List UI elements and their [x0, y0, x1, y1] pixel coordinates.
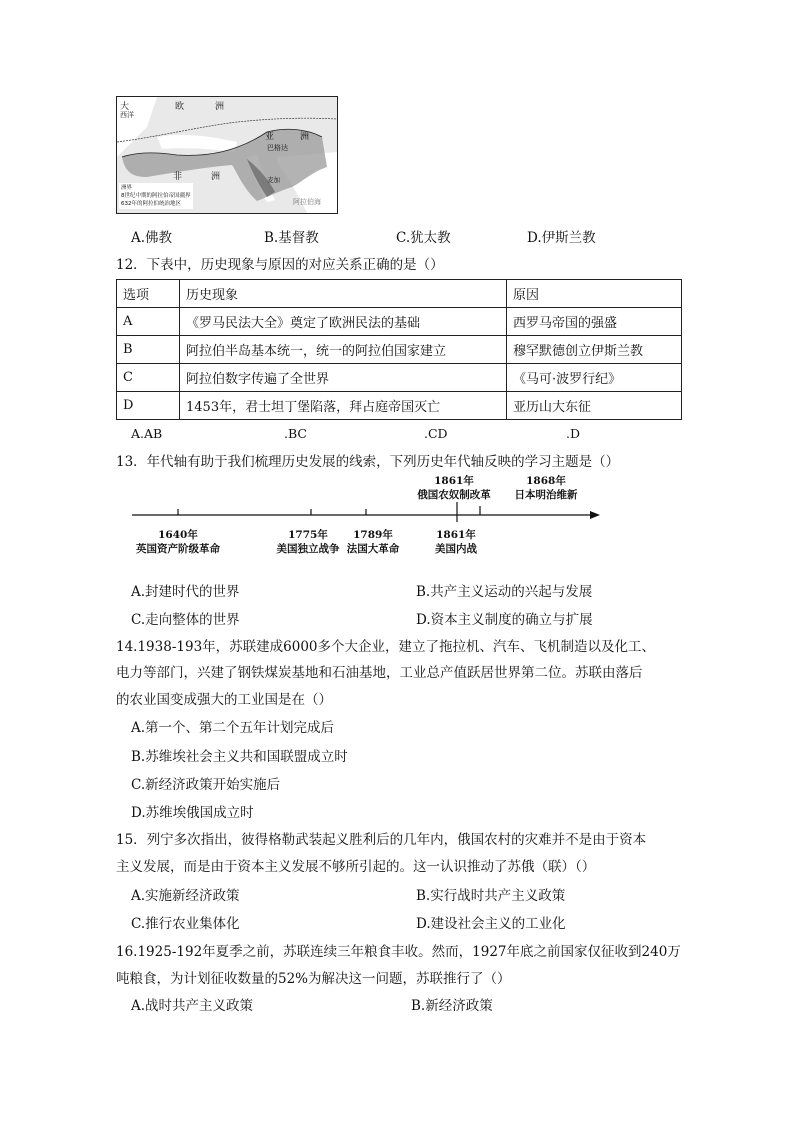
q15-option-c[interactable]: C.推行农业集体化: [131, 916, 240, 932]
q16-option-a[interactable]: A.战时共产主义政策: [131, 998, 254, 1014]
q12-stem: 12．下表中，历史现象与原因的对应关系正确的是（）: [116, 257, 444, 273]
q16-option-b[interactable]: B.新经济政策: [411, 998, 493, 1014]
table-header-cell: 历史现象: [180, 280, 507, 308]
timeline-event: [406, 474, 502, 502]
q13-option-c[interactable]: C.走向整体的世界: [131, 612, 240, 628]
map-label: 洲: [211, 172, 221, 182]
q13-option-b[interactable]: B.共产主义运动的兴起与发展: [416, 584, 593, 600]
map-label: 洲: [300, 132, 310, 142]
q12-option-c[interactable]: .CD: [424, 426, 448, 441]
q15-stem-line: 主义发展，而是由于资本主义发展不够所引起的。这一认识推动了苏俄（联）（）: [116, 859, 596, 875]
q12-table: [116, 279, 682, 420]
table-cell: A: [117, 308, 180, 336]
table-header-cell: 原因: [507, 280, 682, 308]
timeline-event: [130, 528, 226, 556]
q16-stem-line: 16.1925-192年夏季之前，苏联连续三年粮食丰收。然而，1927年底之前国家仅征收到240万: [116, 944, 681, 960]
timeline-year: 1861年: [436, 529, 476, 541]
table-cell: 阿拉伯半岛基本统一，统一的阿拉伯国家建立: [180, 336, 507, 364]
map-legend: [119, 183, 193, 209]
table-header-row: [117, 280, 682, 308]
table-cell: 《罗马民法大全》奠定了欧洲民法的基础: [180, 308, 507, 336]
map-label: 西洋: [120, 111, 134, 119]
table-cell: 《马可·波罗行纪》: [507, 364, 682, 392]
legend-item: 8世纪中期的阿拉伯帝国疆界: [121, 193, 191, 199]
table-row: [117, 336, 682, 364]
q12-option-b[interactable]: .BC: [284, 426, 307, 441]
q15-stem-line: 15．列宁多次指出，彼得格勒武装起义胜利后的几年内，俄国农村的灾难并不是由于资本: [116, 832, 647, 848]
q14-option-b[interactable]: B.苏维埃社会主义共和国联盟成立时: [131, 749, 348, 765]
q13-option-a[interactable]: A.封建时代的世界: [131, 584, 240, 600]
q11-option-d[interactable]: D.伊斯兰教: [527, 230, 596, 246]
table-cell: 穆罕默德创立伊斯兰教: [507, 336, 682, 364]
timeline-year: 1775年: [288, 529, 328, 541]
q14-stem-line: 电力等部门，兴建了钢铁煤炭基地和石油基地，工业总产值跃居世界第二位。苏联由落后: [116, 665, 643, 681]
map-label: 麦加: [267, 176, 280, 184]
timeline-year: 1868年: [526, 475, 566, 487]
table-row: [117, 364, 682, 392]
q16-stem-line: 吨粮食，为计划征收数量的52%为解决这一问题，苏联推行了（）: [116, 971, 511, 987]
timeline-event-label: 英国资产阶级革命: [136, 543, 220, 555]
map-watermark: 阿拉伯海: [293, 198, 321, 206]
table-cell: 阿拉伯数字传遍了全世界: [180, 364, 507, 392]
legend-item: 洲界: [121, 185, 133, 191]
map-label: 洲: [215, 102, 225, 112]
q14-option-d[interactable]: D.苏维埃俄国成立时: [131, 805, 254, 821]
timeline-event: [340, 528, 406, 556]
map-label: 巴格达: [267, 144, 288, 152]
q11-option-b[interactable]: B.基督教: [264, 230, 319, 246]
timeline-year: 1789年: [353, 529, 393, 541]
timeline-event: [426, 528, 486, 556]
q12-option-d[interactable]: .D: [566, 426, 580, 441]
q12-option-a[interactable]: A.AB: [131, 426, 163, 441]
timeline-event-label: 日本明治维新: [514, 489, 578, 501]
table-cell: 西罗马帝国的强盛: [507, 308, 682, 336]
timeline-year: 1861年: [434, 475, 474, 487]
q14-stem-line: 的农业国变成强大的工业国是在（）: [116, 692, 332, 708]
table-cell: D: [117, 392, 180, 420]
q14-stem-line: 14.1938-193年，苏联建成6000多个大企业，建立了拖拉机、汽车、飞机制造以及化工、: [116, 639, 656, 655]
q13-option-d[interactable]: D.资本主义制度的确立与扩展: [416, 612, 593, 628]
timeline-event: [504, 474, 588, 502]
q15-option-b[interactable]: B.实行战时共产主义政策: [416, 888, 566, 904]
history-timeline: [130, 475, 610, 558]
q15-option-a[interactable]: A.实施新经济政策: [131, 888, 240, 904]
map-label: 欧: [175, 102, 185, 112]
table-row: [117, 308, 682, 336]
q15-option-d[interactable]: D.建设社会主义的工业化: [416, 916, 566, 932]
timeline-year: 1640年: [158, 529, 198, 541]
map-label: 大: [120, 102, 130, 112]
timeline-event-label: 美国独立战争: [276, 543, 340, 555]
map-label: 亚: [265, 132, 275, 142]
timeline-event-label: 美国内战: [435, 543, 477, 555]
timeline-event-label: 俄国农奴制改革: [417, 489, 491, 501]
legend-item: 632年的阿拉伯统治地区: [121, 201, 181, 207]
q13-stem: 13．年代轴有助于我们梳理历史发展的线索，下列历史年代轴反映的学习主题是（）: [116, 454, 620, 470]
map-label: 非: [173, 172, 183, 182]
table-row: [117, 392, 682, 420]
table-cell: C: [117, 364, 180, 392]
q14-option-a[interactable]: A.第一个、第二个五年计划完成后: [131, 720, 335, 736]
q11-option-a[interactable]: A.佛教: [131, 230, 173, 246]
table-header-cell: 选项: [117, 280, 180, 308]
timeline-event: [268, 528, 348, 556]
arab-empire-map: [116, 96, 338, 214]
table-cell: B: [117, 336, 180, 364]
table-cell: 亚历山大东征: [507, 392, 682, 420]
table-cell: 1453年，君士坦丁堡陷落，拜占庭帝国灭亡: [180, 392, 507, 420]
q14-option-c[interactable]: C.新经济政策开始实施后: [131, 777, 281, 793]
timeline-event-label: 法国大革命: [346, 543, 400, 555]
q11-option-c[interactable]: C.犹太教: [396, 230, 451, 246]
